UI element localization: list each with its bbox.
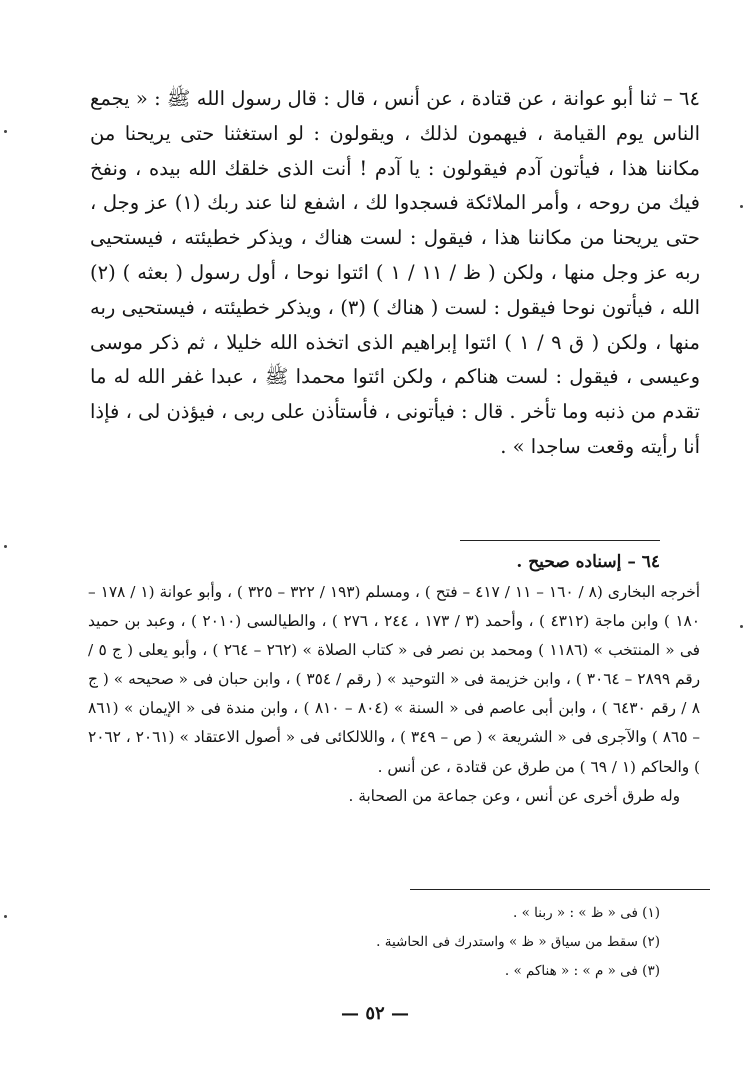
- commentary-paragraph: وله طرق أخرى عن أنس ، وعن جماعة من الصحابة .: [348, 786, 680, 805]
- page-number: — ٥٢ —: [341, 1003, 409, 1024]
- hadith-text: ٦٤ – ثنا أبو عوانة ، عن قتادة ، عن أنس ، قال : قال رسول الله ﷺ : « يجمع الناس يوم القيامة ، فيهمون لذلك ، ويقولون : لو استغثنا حتى يريحنا من مكاننا هذا ، فيأتون آدم فيقولون : يا آدم ! أنت الذى خلقك الله بيده ، ونفخ فيك من روحه ، وأمر الملائكة فسجدوا لك ، اشفع لنا عند ربك (١) عز وجل ، حتى يريحنا من مكاننا هذا ، فيقول : لست هناك ، ويذكر خطيئته ، فيستحيى ربه عز وجل منها ، ولكن ( ظ / ١١ / ١ ) ائتوا نوحا ، أول رسول ( بعثه ) (٢) الله ، فيأتون نوحا فيقول : لست ( هناك ) (٣) ، ويذكر خطيئته ، فيستحيى ربه منها ، ولكن ( ق ٩ / ١ ) ائتوا إبراهيم الذى اتخذه الله خليلا ، ثم ذكر موسى وعيسى ، فيقول : لست هناكم ، ولكن ائتوا محمدا ﷺ ، عبدا غفر الله له ما تقدم من ذنبه وما تأخر . قال : فيأتونى ، فأستأذن على ربى ، فيؤذن لى ، فإذا أنا رأيته وقعت ساجدا » .: [90, 87, 701, 458]
- margin-mark: [4, 915, 7, 918]
- commentary-title: ٦٤ – إسناده صحيح .: [516, 552, 660, 572]
- commentary-paragraph: أخرجه البخارى (٨ / ١٦٠ – ١١ / ٤١٧ – فتح ) ، ومسلم (١٩٣ / ٣٢٢ – ٣٢٥ ) ، وأبو عوانة (١ / ١٧٨ – ١٨٠ ) وابن ماجة (٤٣١٢ ) ، وأحمد (٣ / ١٧٣ ، ٢٤٤ ، ٢٧٦ ) ، والطيالسى (٢٠١٠ ) ، وعبد بن حميد فى « المنتخب » (١١٨٦ ) ومحمد بن نصر فى « كتاب الصلاة » (٢٦٢ – ٢٦٤ ) ، وأبو يعلى ( ج ٥ / رقم ٢٨٩٩ – ٣٠٦٤ ) ، وابن خزيمة فى « التوحيد » ( رقم / ٣٥٤ ) ، وابن حبان فى « صحيحه » ( ج ٨ / رقم ٦٤٣٠ ) ، وابن أبى عاصم فى « السنة » (٨٠٤ – ٨١٠ ) ، وابن مندة فى « الإيمان » (٨٦١ – ٨٦٥ ) والآجرى فى « الشريعة » ( ص – ٣٤٩ ) ، واللالكائى فى « أصول الاعتقاد » (٢٠٦١ ، ٢٠٦٢ ) والحاكم (١ / ٦٩ ) من طرق عن قتادة ، عن أنس .: [88, 583, 701, 776]
- margin-mark: [740, 205, 743, 208]
- commentary-body: [88, 578, 700, 811]
- section-divider: [460, 540, 660, 541]
- footnotes-list: [160, 899, 660, 986]
- footnote-divider: [410, 889, 710, 890]
- margin-mark: [4, 545, 7, 548]
- margin-mark: [4, 130, 7, 133]
- footnote-item: (٢) سقط من سياق « ظ » واستدرك فى الحاشية .: [376, 934, 660, 950]
- margin-mark: [740, 625, 743, 628]
- footnote-item: (٣) فى « م » : « هناكم » .: [504, 963, 660, 979]
- footnote-item: (١) فى « ظ » : « ربنا » .: [513, 905, 660, 921]
